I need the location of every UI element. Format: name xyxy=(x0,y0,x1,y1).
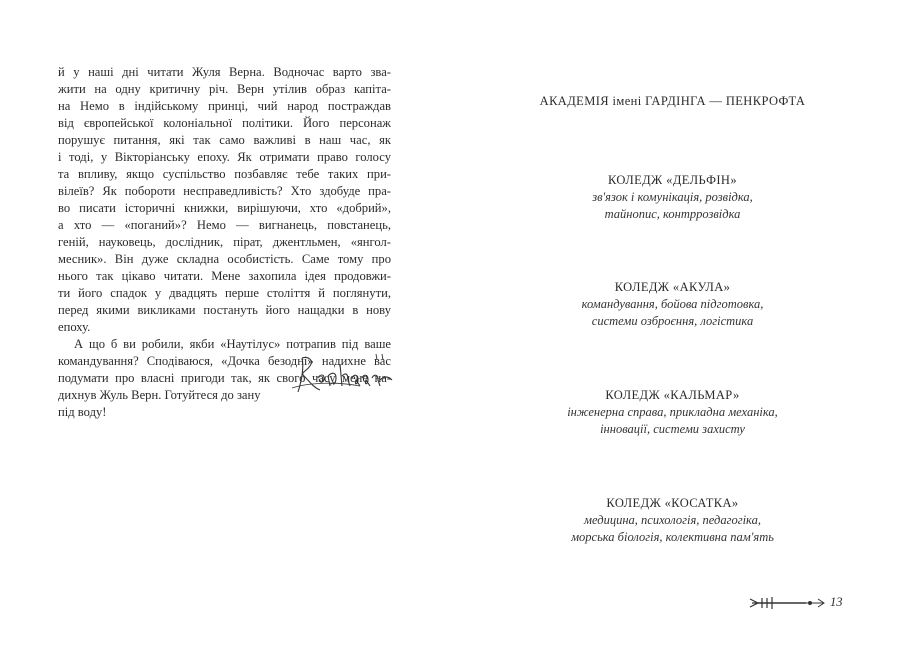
page-number: 13 xyxy=(830,595,843,609)
college-name: КОЛЕДЖ «КАЛЬМАР» xyxy=(605,388,740,402)
text-line: та впливу, якщо суспільство позбавляє тебе таких при- xyxy=(58,167,391,181)
college-description: зв'язок і комунікація, розвідка, xyxy=(592,190,753,204)
text-line: під воду! xyxy=(58,405,107,419)
text-line: А що б ви робили, якби «Наутілус» потрапив під ваше xyxy=(74,337,391,351)
college-name: КОЛЕДЖ «ДЕЛЬФІН» xyxy=(607,173,737,187)
text-line: жити на одну критичну річ. Верн утілив образ капіта- xyxy=(58,82,391,96)
college-name: КОЛЕДЖ «АКУЛА» xyxy=(614,280,731,294)
author-signature xyxy=(290,352,394,398)
college-dolphin xyxy=(448,172,897,223)
right-page xyxy=(448,0,897,650)
text-line: а хто — «поганий»? Немо — вигнанець, повстанець, xyxy=(58,218,391,232)
trident-icon xyxy=(748,595,826,611)
academy-title: АКАДЕМІЯ імені ГАРДІНГА — ПЕНКРОФТА xyxy=(539,94,806,108)
text-line: командування? Сподіваюся, «Дочка безодні» надихне вас xyxy=(58,354,391,368)
college-name: КОЛЕДЖ «КОСАТКА» xyxy=(606,496,739,510)
text-line: від європейської колоніальної політики. Його персонаж xyxy=(58,116,391,130)
text-line: порушує питання, які так само важливі в наш час, як xyxy=(58,133,391,147)
text-line: во писати історичні книжки, вирішуючи, хто «добрий», xyxy=(58,201,391,215)
college-description: системи озброєння, логістика xyxy=(591,314,754,328)
text-line: на Немо в індійському принці, чий народ постраждав xyxy=(58,99,391,113)
text-line: вілеїв? Як побороти несправедливість? Хто здобуде пра- xyxy=(58,184,391,198)
college-description: тайнопис, контррозвідка xyxy=(604,207,741,221)
text-line: нього так цікаво читати. Мене захопила ідея продовжи- xyxy=(58,269,391,283)
college-description: командування, бойова підготовка, xyxy=(581,297,764,311)
college-description: морська біологія, колективна пам'ять xyxy=(571,530,774,544)
text-line: епоху. xyxy=(58,320,91,334)
text-line: перед якими викликами постануть його нащадки в нову xyxy=(58,303,391,317)
text-line: і тоді, у Вікторіанську епоху. Як отримати право голосу xyxy=(58,150,391,164)
college-description: інновації, системи захисту xyxy=(600,422,745,436)
college-squid xyxy=(448,387,897,438)
college-description: інженерна справа, прикладна механіка, xyxy=(567,405,778,419)
left-page xyxy=(0,0,448,650)
text-line: ти його спадок у двадцять перше століття й поглянути, xyxy=(58,286,391,300)
text-line: дихнув Жуль Верн. Готуйтеся до зану xyxy=(58,388,261,402)
text-line: месник». Він дуже складна особистість. Саме тому про xyxy=(58,252,391,266)
college-orca xyxy=(448,495,897,546)
page-footer xyxy=(748,593,858,613)
college-description: медицина, психологія, педагогіка, xyxy=(584,513,761,527)
text-line: подумати про власні пригоди так, як свого часу мене на- xyxy=(58,371,391,385)
text-line: геній, науковець, дослідник, пірат, джентльмен, «янгол- xyxy=(58,235,391,249)
text-line: й у наші дні читати Жуля Верна. Водночас варто зва- xyxy=(58,65,391,79)
college-shark xyxy=(448,279,897,330)
paragraph-1 xyxy=(58,64,391,336)
